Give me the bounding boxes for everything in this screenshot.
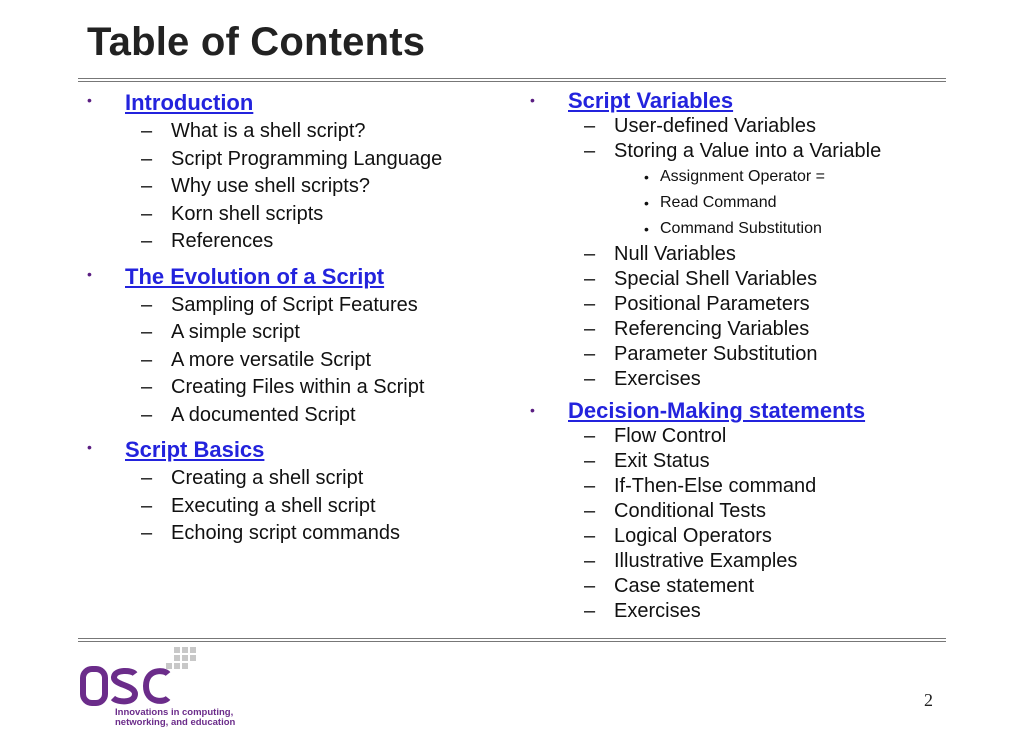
dash-icon: – [584, 475, 596, 497]
logo-tagline [115, 708, 235, 728]
toc-subsection-label: Creating a shell script [171, 467, 364, 489]
toc-subsubsection-item [568, 216, 950, 242]
dash-icon: – [141, 293, 153, 316]
dash-icon: – [584, 115, 596, 137]
toc-subsection-label: Conditional Tests [614, 500, 766, 522]
dash-icon: – [584, 450, 596, 472]
dash-icon: – [584, 268, 596, 290]
bullet-icon: • [87, 92, 92, 108]
toc-subsection-item [568, 342, 950, 367]
toc-section-link[interactable]: Script Basics [125, 437, 265, 462]
toc-subsubsection-item [568, 190, 950, 216]
toc-subsection-item [568, 449, 950, 474]
toc-subsubsection-item [568, 164, 950, 190]
toc-subsection-label: A simple script [171, 321, 300, 343]
toc-subsubsection-label: Assignment Operator = [660, 168, 825, 185]
toc-subsection-label: Parameter Substitution [614, 343, 818, 365]
toc-subsection-label: Null Variables [614, 243, 736, 265]
dash-icon: – [141, 147, 153, 170]
toc-subsection-label: User-defined Variables [614, 115, 816, 137]
toc-section-link[interactable]: Script Variables [568, 88, 734, 113]
toc-subsection-item [125, 374, 517, 402]
toc-subsection-label: Logical Operators [614, 525, 772, 547]
toc-subsection-item [568, 317, 950, 342]
bullet-icon: • [87, 265, 92, 282]
toc-subsection-label: A documented Script [171, 403, 356, 426]
toc-subsection-item [568, 292, 950, 317]
toc-subsection-item [125, 319, 517, 347]
toc-subsection-label: Case statement [614, 575, 755, 597]
toc-subsection-label: Creating Files within a Script [171, 376, 425, 398]
toc-subsection-item [125, 146, 517, 174]
dash-icon: – [584, 575, 596, 597]
dash-icon: – [141, 376, 153, 398]
dash-icon: – [584, 500, 596, 522]
dash-icon: – [584, 550, 596, 572]
bottom-divider [78, 638, 946, 642]
bullet-icon: • [530, 402, 535, 418]
toc-subsection-item [125, 465, 517, 493]
toc-subsection-item [568, 474, 950, 499]
dash-icon: – [141, 230, 153, 252]
toc-subsection-label: Positional Parameters [614, 293, 810, 315]
toc-subsection-item [568, 549, 950, 574]
toc-subsection-label: Referencing Variables [614, 318, 810, 340]
toc-subsection-list [125, 292, 517, 430]
toc-subsection-item [125, 402, 517, 430]
toc-subsection-label: Script Programming Language [171, 147, 443, 170]
dash-icon: – [584, 343, 596, 365]
dash-icon: – [141, 120, 153, 142]
toc-subsection-label: Special Shell Variables [614, 268, 818, 290]
dash-icon: – [584, 525, 596, 547]
toc-section [87, 435, 517, 548]
toc-subsection-item [125, 292, 517, 320]
dash-icon: – [141, 321, 153, 343]
toc-subsection-label: Exit Status [614, 450, 710, 472]
toc-section [87, 88, 517, 256]
toc-subsection-label: What is a shell script? [171, 120, 366, 142]
toc-subsection-label: Illustrative Examples [614, 550, 798, 572]
dash-icon: – [141, 494, 153, 517]
toc-section-link[interactable]: Decision-Making statements [568, 398, 866, 423]
dash-icon: – [584, 140, 596, 162]
toc-subsection-item [568, 599, 950, 624]
logo-grid-icon [166, 647, 196, 669]
toc-subsection-item [125, 201, 517, 229]
dash-icon: – [584, 293, 596, 315]
page-number: 2 [924, 690, 933, 710]
bullet-icon: • [644, 221, 649, 237]
dash-icon: – [584, 318, 596, 340]
dash-icon: – [584, 243, 596, 265]
toc-subsection-label: Executing a shell script [171, 494, 376, 517]
dash-icon: – [141, 348, 153, 371]
toc-subsection-item [568, 139, 950, 164]
toc-subsection-label: A more versatile Script [171, 348, 372, 371]
toc-subsection-item [568, 367, 950, 392]
toc-subsection-label: Flow Control [614, 425, 727, 447]
toc-left-list [87, 88, 517, 548]
toc-left-column [87, 88, 517, 554]
toc-subsection-label: Why use shell scripts? [171, 175, 370, 197]
toc-subsection-item [125, 493, 517, 521]
logo-tagline-line-2: networking, and education [115, 717, 236, 728]
toc-subsection-item [125, 118, 517, 146]
toc-section-link[interactable]: Introduction [125, 90, 254, 115]
toc-subsection-label: References [171, 230, 274, 252]
toc-subsection-item [125, 228, 517, 256]
toc-subsection-item [568, 242, 950, 267]
toc-section [530, 398, 950, 624]
toc-subsubsection-label: Command Substitution [660, 220, 822, 237]
logo-tagline-line-1: Innovations in computing, [115, 707, 234, 718]
toc-subsection-label: Exercises [614, 600, 701, 622]
dash-icon: – [141, 175, 153, 197]
toc-subsection-item [568, 574, 950, 599]
toc-subsection-item [568, 267, 950, 292]
dash-icon: – [141, 202, 153, 225]
toc-subsection-item [568, 424, 950, 449]
bullet-icon: • [644, 169, 649, 185]
logo-wordmark-icon [83, 669, 168, 703]
toc-subsection-item [125, 173, 517, 201]
toc-subsection-item [125, 347, 517, 375]
toc-subsection-label: Sampling of Script Features [171, 293, 418, 316]
toc-subsection-label: Storing a Value into a Variable [614, 140, 882, 162]
dash-icon: – [584, 425, 596, 447]
dash-icon: – [141, 522, 153, 544]
toc-subsection-label: Korn shell scripts [171, 202, 324, 225]
toc-subsection-item [568, 114, 950, 139]
dash-icon: – [141, 467, 153, 489]
toc-right-list [530, 88, 950, 624]
bullet-icon: • [87, 439, 92, 455]
bullet-icon: • [530, 92, 535, 108]
page-title: Table of Contents [87, 20, 426, 64]
toc-subsection-label: If-Then-Else command [614, 475, 817, 497]
toc-section-link[interactable]: The Evolution of a Script [125, 263, 385, 289]
toc-section [530, 88, 950, 392]
toc-subsection-item [125, 520, 517, 548]
toc-right-column [530, 88, 950, 630]
top-divider [78, 78, 946, 82]
toc-section [87, 262, 517, 430]
toc-subsection-list [568, 114, 950, 392]
toc-subsection-list [125, 465, 517, 548]
toc-subsubsection-label: Read Command [660, 194, 777, 211]
toc-subsection-item [568, 499, 950, 524]
toc-subsection-item [568, 524, 950, 549]
toc-subsection-label: Exercises [614, 368, 701, 390]
dash-icon: – [584, 600, 596, 622]
dash-icon: – [141, 403, 153, 426]
dash-icon: – [584, 368, 596, 390]
toc-subsection-list [568, 424, 950, 624]
bullet-icon: • [644, 195, 649, 211]
toc-subsection-list [125, 118, 517, 256]
toc-subsection-label: Echoing script commands [171, 522, 400, 544]
